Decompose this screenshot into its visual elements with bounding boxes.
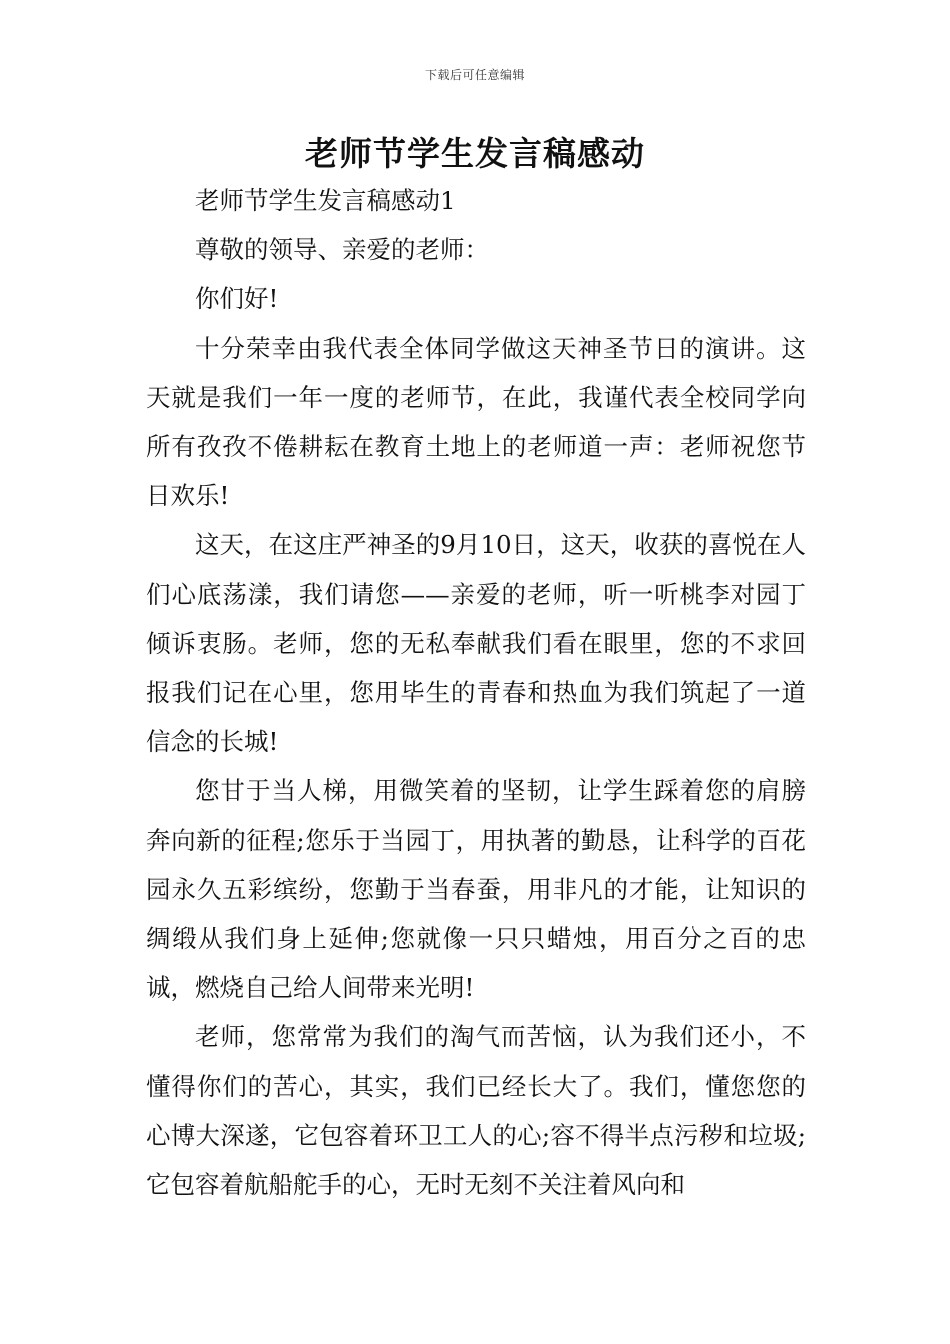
body-paragraph: 老师，您常常为我们的淘气而苦恼，认为我们还小，不懂得你们的苦心，其实，我们已经长大了。我们，懂您您的心博大深遂，它包容着环卫工人的心;容不得半点污秽和垃圾;它包容着航船舵手的心，无时无刻不关注着风向和 [146,1022,806,1200]
body-paragraph: 十分荣幸由我代表全体同学做这天神圣节日的演讲。这天就是我们一年一度的老师节，在此，我谨代表全校同学向所有孜孜不倦耕耘在教育土地上的老师道一声：老师祝您节日欢乐! [146,333,806,511]
body-paragraph: 您甘于当人梯，用微笑着的坚韧，让学生踩着您的肩膀奔向新的征程;您乐于当园丁，用执著的勤恳，让科学的百花园永久五彩缤纷，您勤于当春蚕，用非凡的才能，让知识的绸缎从我们身上延伸;您就像一只只蜡烛，用百分之百的忠诚，燃烧自己给人间带来光明! [146,776,806,1003]
header-note: 下载后可任意编辑 [424,68,525,82]
document-title: 老师节学生发言稿感动 [305,134,645,173]
greeting-paragraph: 你们好! [195,284,279,314]
body-paragraph: 这天，在这庄严神圣的9月10日，这天，收获的喜悦在人们心底荡漾，我们请您——亲爱的老师，听一听桃李对园丁倾诉衷肠。老师，您的无私奉献我们看在眼里，您的不求回报我们记在心里，您用毕生的青春和热血为我们筑起了一道信念的长城! [146,530,806,757]
salutation-paragraph: 尊敬的领导、亲爱的老师： [195,235,489,265]
subtitle-paragraph: 老师节学生发言稿感动1 [195,186,456,215]
document-body [146,176,806,1209]
